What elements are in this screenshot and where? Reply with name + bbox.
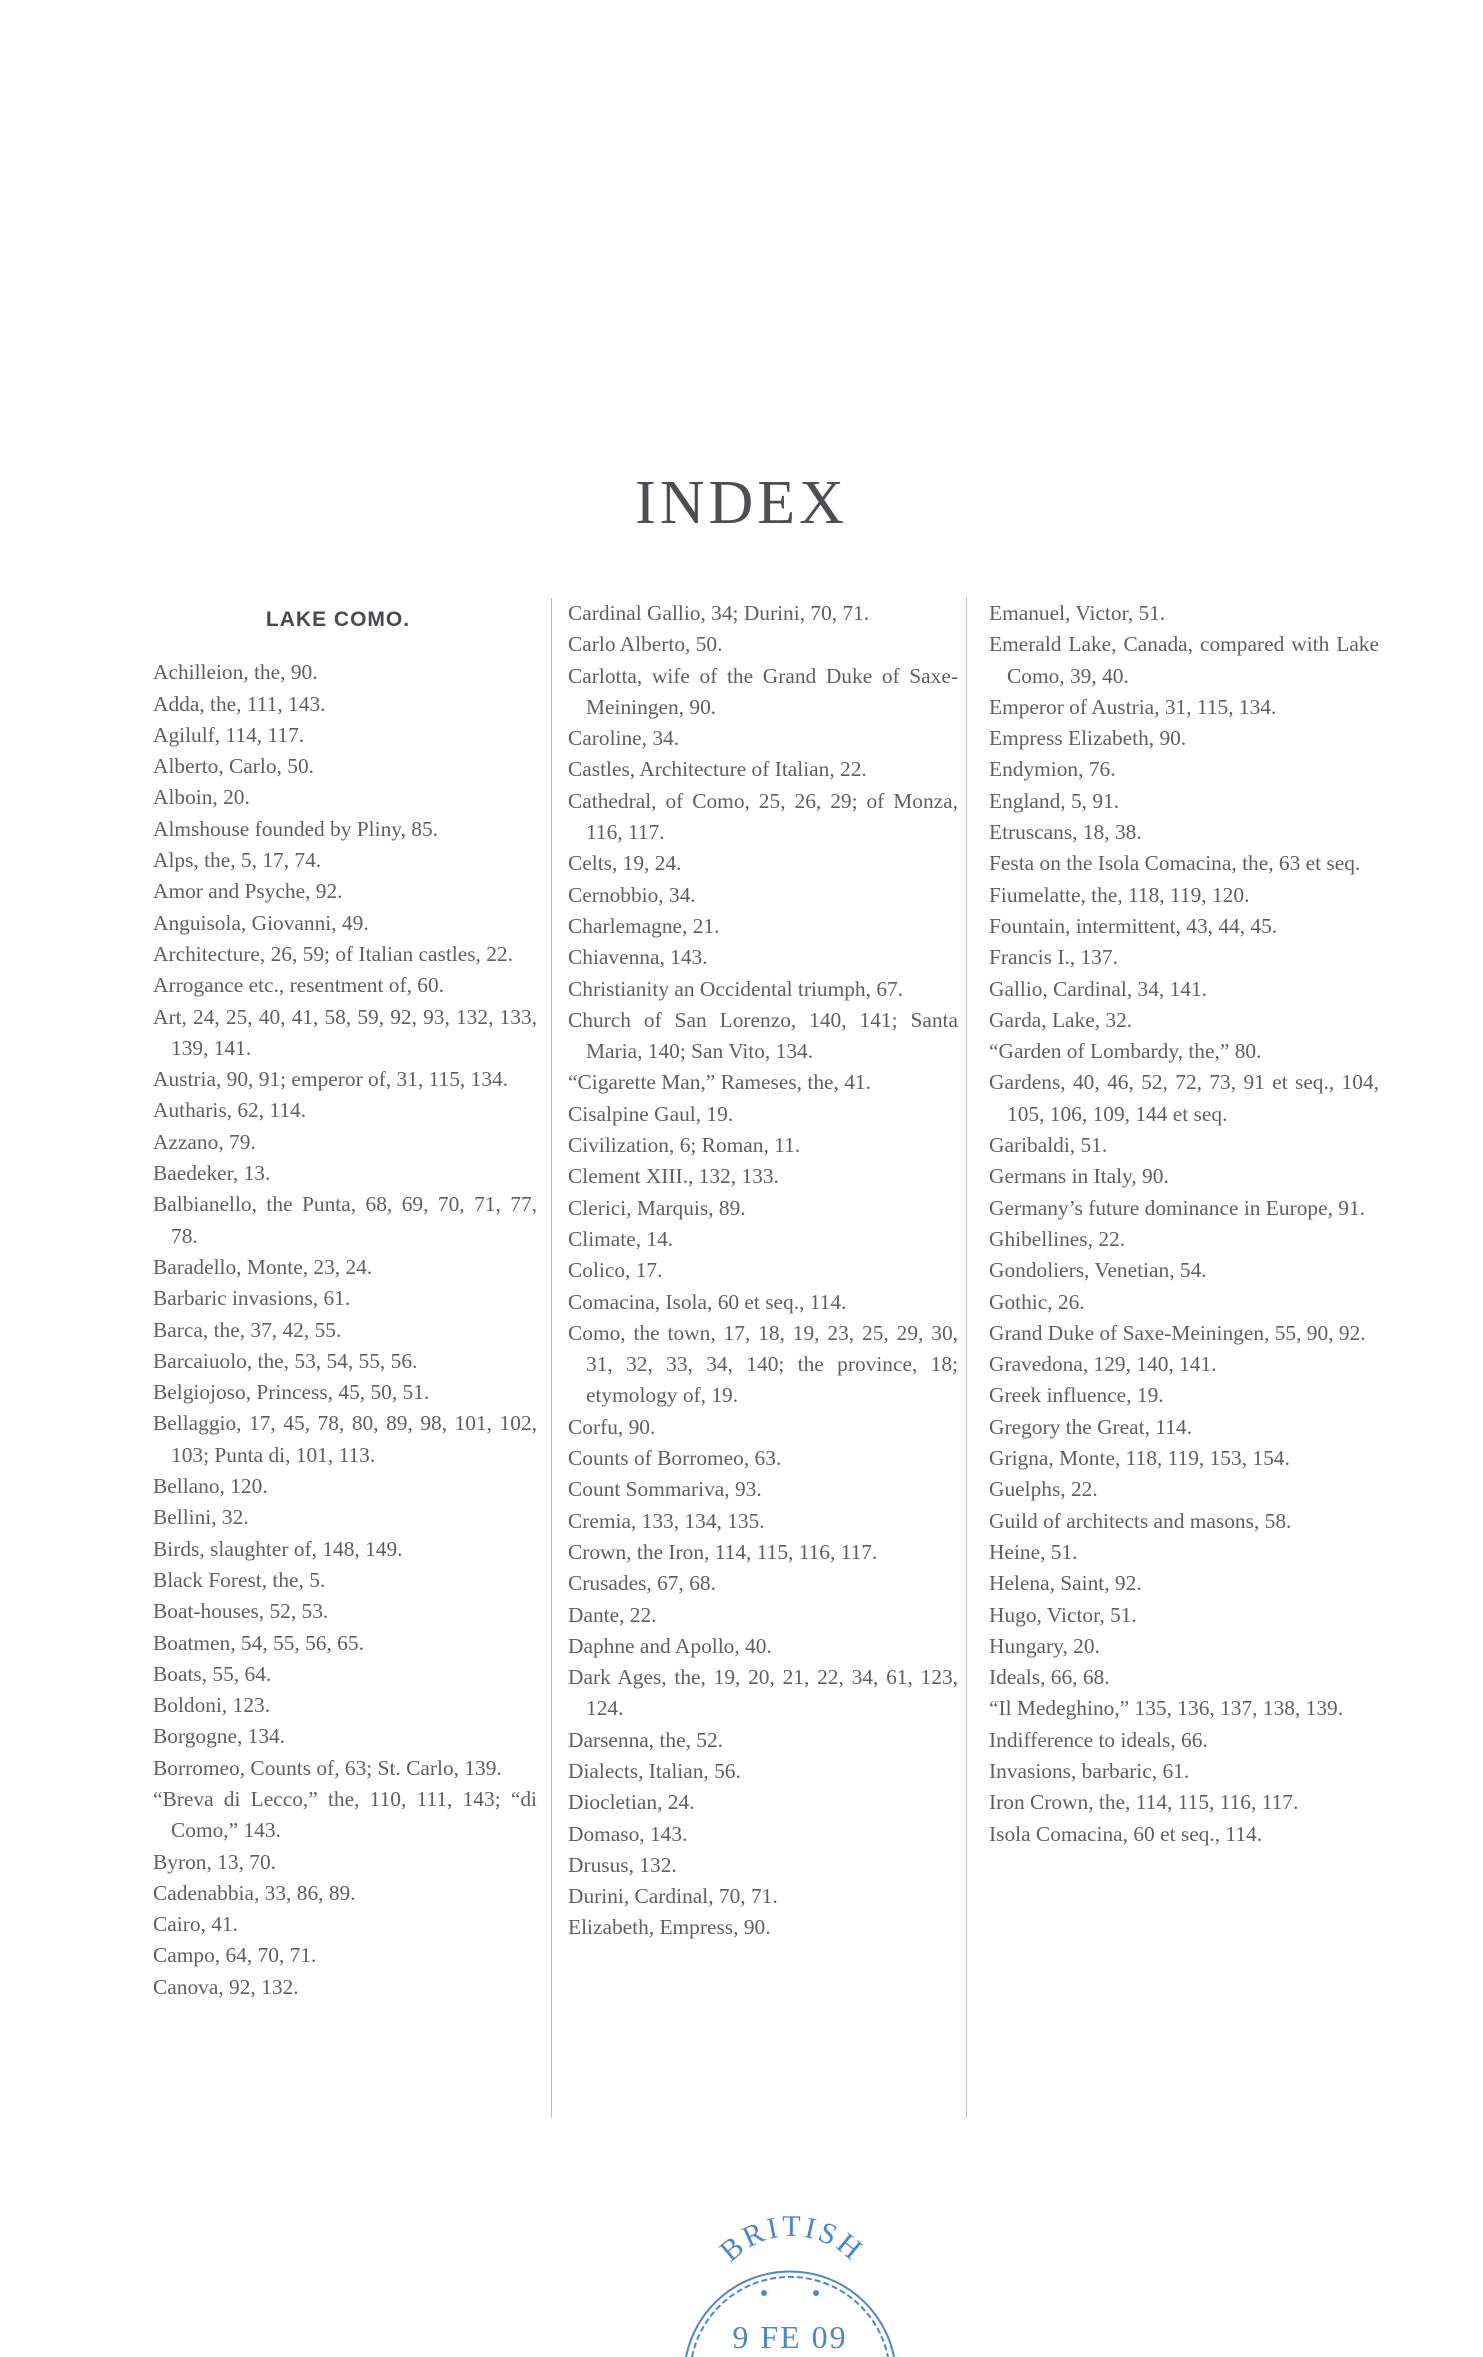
column-divider: [966, 598, 967, 2118]
index-entry: Germany’s future dominance in Europe, 91.: [989, 1195, 1366, 1220]
index-entry: Como, the town, 17, 18, 19, 23, 25, 29, 30, 31, 32, 33, 34, 140; the province, 18; etymology of, 19.: [568, 1320, 958, 1408]
index-entry: Helena, Saint, 92.: [989, 1571, 1142, 1596]
index-entry: Amor and Psyche, 92.: [153, 879, 343, 904]
index-entry: Borgogne, 134.: [153, 1724, 286, 1749]
index-entry: Hungary, 20.: [989, 1633, 1100, 1658]
index-entry: Art, 24, 25, 40, 41, 58, 59, 92, 93, 132, 133, 139, 141.: [153, 1004, 537, 1060]
index-entry: Indifference to ideals, 66.: [989, 1727, 1208, 1752]
index-entry: Gothic, 26.: [989, 1289, 1085, 1314]
index-entry: Climate, 14.: [568, 1226, 674, 1251]
index-entry: Clement XIII., 132, 133.: [568, 1164, 779, 1189]
index-entry: Castles, Architecture of Italian, 22.: [568, 757, 867, 782]
index-entry: Daphne and Apollo, 40.: [568, 1633, 772, 1658]
index-entry: Cremia, 133, 134, 135.: [568, 1508, 765, 1533]
index-entry: Guelphs, 22.: [989, 1477, 1098, 1502]
index-entry: Barbaric invasions, 61.: [153, 1286, 351, 1311]
index-entry: Boats, 55, 64.: [153, 1661, 272, 1686]
index-entry: Fountain, intermittent, 43, 44, 45.: [989, 913, 1278, 938]
index-entry: Birds, slaughter of, 148, 149.: [153, 1536, 403, 1561]
index-entry: Comacina, Isola, 60 et seq., 114.: [568, 1289, 847, 1314]
index-entry: Azzano, 79.: [153, 1129, 256, 1154]
index-entry: Chiavenna, 143.: [568, 945, 708, 970]
index-entry: Cisalpine Gaul, 19.: [568, 1101, 734, 1126]
page-title: INDEX: [635, 469, 848, 537]
index-entry: Boldoni, 123.: [153, 1693, 271, 1718]
library-stamp: [678, 2188, 902, 2357]
index-entry: Alps, the, 5, 17, 74.: [153, 848, 322, 873]
index-entry: Dark Ages, the, 19, 20, 21, 22, 34, 61, 123, 124.: [568, 1665, 958, 1721]
index-entry: Etruscans, 18, 38.: [989, 820, 1142, 845]
index-entry: Colico, 17.: [568, 1258, 663, 1283]
index-entry: Civilization, 6; Roman, 11.: [568, 1133, 801, 1158]
index-entry: Balbianello, the Punta, 68, 69, 70, 71, 77, 78.: [153, 1192, 537, 1248]
index-entry: Canova, 92, 132.: [153, 1974, 299, 1999]
index-entry: Garibaldi, 51.: [989, 1133, 1108, 1158]
index-entry: Christianity an Occidental triumph, 67.: [568, 976, 904, 1001]
index-entry: Festa on the Isola Comacina, the, 63 et seq.: [989, 851, 1361, 876]
index-entry: Crown, the Iron, 114, 115, 116, 117.: [568, 1539, 878, 1564]
index-entry: Iron Crown, the, 114, 115, 116, 117.: [989, 1790, 1299, 1815]
index-entry: Charlemagne, 21.: [568, 913, 720, 938]
index-entry: Empress Elizabeth, 90.: [989, 726, 1187, 751]
index-entry: Counts of Borromeo, 63.: [568, 1446, 782, 1471]
index-entry: Cardinal Gallio, 34; Durini, 70, 71.: [568, 601, 870, 625]
index-entry: Achilleion, the, 90.: [153, 660, 318, 685]
index-entry: Hugo, Victor, 51.: [989, 1602, 1137, 1627]
index-entry: Ideals, 66, 68.: [989, 1665, 1110, 1690]
index-entry: Gallio, Cardinal, 34, 141.: [989, 976, 1208, 1001]
index-entry: Almshouse founded by Pliny, 85.: [153, 816, 439, 841]
index-entry: England, 5, 91.: [989, 788, 1120, 813]
index-entry: Gregory the Great, 114.: [989, 1414, 1192, 1439]
index-entry: Boatmen, 54, 55, 56, 65.: [153, 1630, 364, 1655]
stamp-date: 9 FE 09: [732, 2319, 848, 2355]
index-entry: Germans in Italy, 90.: [989, 1164, 1169, 1189]
index-entry: Church of San Lorenzo, 140, 141; Santa Maria, 140; San Vito, 134.: [568, 1007, 958, 1064]
index-entry: Garda, Lake, 32.: [989, 1007, 1133, 1032]
index-column-1: [153, 598, 537, 2003]
index-entry: Architecture, 26, 59; of Italian castles, 22.: [153, 941, 513, 966]
index-entry: Gardens, 40, 46, 52, 72, 73, 91 et seq., 104, 105, 106, 109, 144 et seq.: [989, 1070, 1379, 1126]
index-entry: Campo, 64, 70, 71.: [153, 1943, 317, 1968]
index-entry: Carlo Alberto, 50.: [568, 632, 723, 657]
index-entry: Arrogance etc., resentment of, 60.: [153, 973, 445, 998]
index-entry: Cadenabbia, 33, 86, 89.: [153, 1880, 356, 1905]
index-entry: Corfu, 90.: [568, 1414, 656, 1439]
index-entry: Greek influence, 19.: [989, 1383, 1164, 1408]
index-entry: Gondoliers, Venetian, 54.: [989, 1258, 1207, 1283]
index-entry: Cernobbio, 34.: [568, 882, 696, 907]
section-heading: LAKE COMO.: [265, 608, 411, 631]
index-entry: Celts, 19, 24.: [568, 851, 682, 876]
index-entry: Boat-houses, 52, 53.: [153, 1599, 329, 1624]
index-entry: Domaso, 143.: [568, 1821, 688, 1846]
index-entry: Francis I., 137.: [989, 945, 1118, 970]
index-entry: Carlotta, wife of the Grand Duke of Saxe-Meiningen, 90.: [568, 663, 958, 719]
index-entry: Bellaggio, 17, 45, 78, 80, 89, 98, 101, 102, 103; Punta di, 101, 113.: [153, 1411, 537, 1467]
index-entry: Dialects, Italian, 56.: [568, 1758, 741, 1783]
index-entry: Autharis, 62, 114.: [153, 1098, 307, 1123]
index-entry: Guild of architects and masons, 58.: [989, 1508, 1292, 1533]
index-entry: Cairo, 41.: [153, 1912, 238, 1937]
index-entry: “Cigarette Man,” Rameses, the, 41.: [568, 1070, 871, 1095]
index-entry: Invasions, barbaric, 61.: [989, 1758, 1190, 1783]
index-entry: Bellano, 120.: [153, 1474, 268, 1499]
index-entry: Clerici, Marquis, 89.: [568, 1195, 746, 1220]
index-entry: Barca, the, 37, 42, 55.: [153, 1317, 342, 1342]
index-entry: “Garden of Lombardy, the,” 80.: [989, 1039, 1262, 1064]
index-entry: Count Sommariva, 93.: [568, 1477, 762, 1502]
index-entry: Adda, the, 111, 143.: [153, 691, 326, 716]
index-entry: Crusades, 67, 68.: [568, 1571, 716, 1596]
index-entry: Alberto, Carlo, 50.: [153, 754, 314, 779]
index-entry: Emerald Lake, Canada, compared with Lake Como, 39, 40.: [989, 632, 1379, 688]
index-entry: Darsenna, the, 52.: [568, 1727, 724, 1752]
index-entry: Diocletian, 24.: [568, 1790, 695, 1815]
index-entry: Durini, Cardinal, 70, 71.: [568, 1884, 778, 1909]
index-column-2: [568, 598, 958, 1944]
index-entry: Belgiojoso, Princess, 45, 50, 51.: [153, 1380, 430, 1405]
index-entry: Baradello, Monte, 23, 24.: [153, 1254, 373, 1279]
index-entry: Fiumelatte, the, 118, 119, 120.: [989, 882, 1250, 907]
index-entry: Black Forest, the, 5.: [153, 1567, 326, 1592]
index-entry: Dante, 22.: [568, 1602, 657, 1627]
index-entry: Ghibellines, 22.: [989, 1226, 1126, 1251]
index-entry: Endymion, 76.: [989, 757, 1116, 782]
index-entry: Gravedona, 129, 140, 141.: [989, 1352, 1217, 1377]
column-divider: [551, 598, 552, 2118]
index-column-3: [989, 598, 1379, 1850]
index-entry: Grand Duke of Saxe-Meiningen, 55, 90, 92.: [989, 1320, 1366, 1345]
index-entry: Alboin, 20.: [153, 785, 250, 810]
index-entry: Barcaiuolo, the, 53, 54, 55, 56.: [153, 1348, 418, 1373]
index-entry: Drusus, 132.: [568, 1852, 677, 1877]
index-entry: “Il Medeghino,” 135, 136, 137, 138, 139.: [989, 1696, 1344, 1721]
index-entry: Agilulf, 114, 117.: [153, 722, 305, 747]
index-entry: Baedeker, 13.: [153, 1161, 271, 1186]
index-entry: Emanuel, Victor, 51.: [989, 601, 1166, 625]
index-entry: Anguisola, Giovanni, 49.: [153, 910, 369, 935]
index-entry: Heine, 51.: [989, 1539, 1078, 1564]
index-entry: “Breva di Lecco,” the, 110, 111, 143; “di Como,” 143.: [153, 1786, 537, 1843]
index-entry: Emperor of Austria, 31, 115, 134.: [989, 694, 1277, 719]
index-entry: Isola Comacina, 60 et seq., 114.: [989, 1821, 1263, 1846]
index-entry: Grigna, Monte, 118, 119, 153, 154.: [989, 1446, 1290, 1471]
index-entry: Bellini, 32.: [153, 1505, 249, 1530]
index-entry: Byron, 13, 70.: [153, 1849, 276, 1874]
stamp-arc-text: BRITISH: [713, 2209, 871, 2269]
index-entry: Austria, 90, 91; emperor of, 31, 115, 134.: [153, 1067, 509, 1092]
index-entry: Cathedral, of Como, 25, 26, 29; of Monza, 116, 117.: [568, 788, 958, 845]
index-entry: Elizabeth, Empress, 90.: [568, 1915, 771, 1940]
index-entry: Caroline, 34.: [568, 726, 680, 751]
index-entry: Borromeo, Counts of, 63; St. Carlo, 139.: [153, 1755, 502, 1780]
